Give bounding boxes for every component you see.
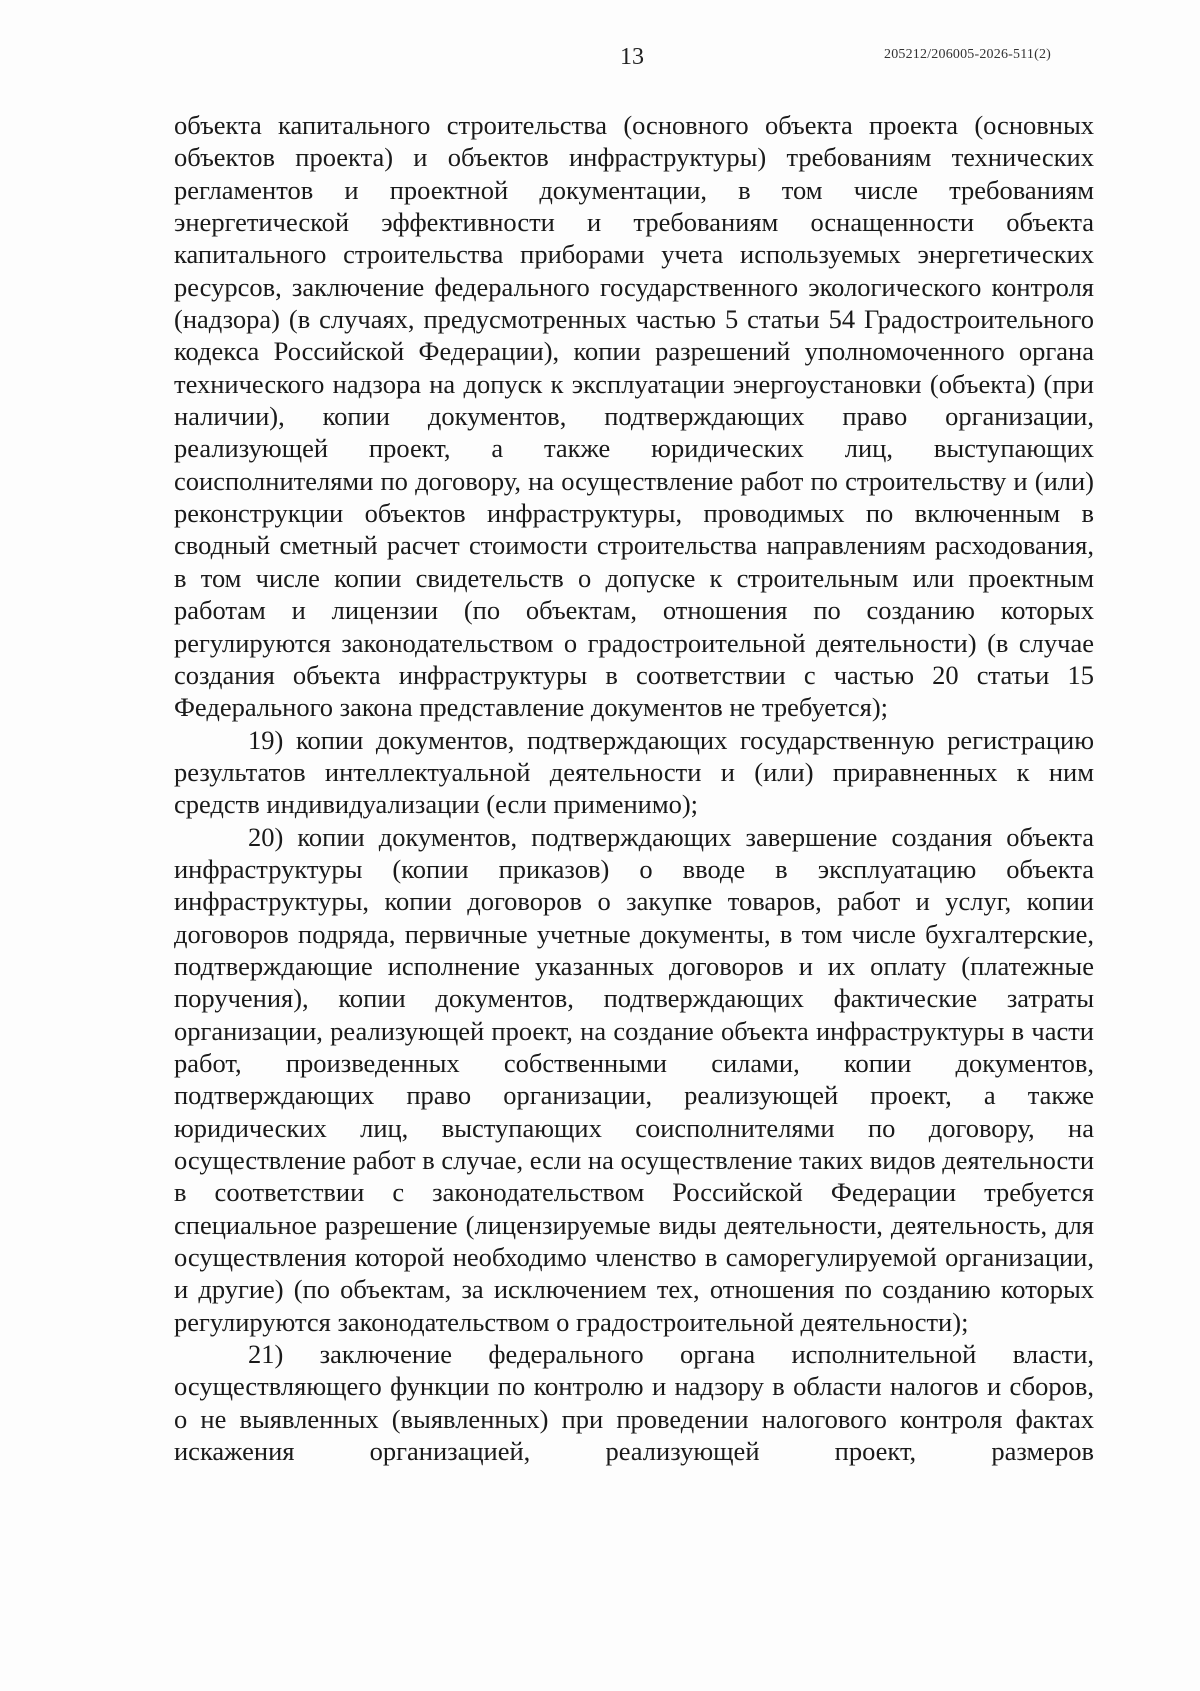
paragraph-item-21: 21) заключение федерального органа исполнительной власти, осуществляющего функции по контролю и надзору в области налогов и сборов, о не выявленных (выявленных) при проведении налогового контроля фактах искажения организацией, реализующей проект, размеров	[174, 1339, 1094, 1467]
paragraph-continuation: объекта капитального строительства (основного объекта проекта (основных объектов проекта) и объектов инфраструктуры) требованиям технических регламентов и проектной документации, в том числе требованиям энергетической эффективности и требованиям оснащенности объекта капитального строительства приборами учета используемых энергетических ресурсов, заключение федерального государственного экологического контроля (надзора) (в случаях, предусмотренных частью 5 статьи 54 Градостроительного кодекса Российской Федерации), копии разрешений уполномоченного органа технического надзора на допуск к эксплуатации энергоустановки (объекта) (при наличии), копии документов, подтверждающих право организации, реализующей проект, а также юридических лиц, выступающих соисполнителями по договору, на осуществление работ по строительству и (или) реконструкции объектов инфраструктуры, проводимых по включенным в сводный сметный расчет стоимости строительства направлениям расходования, в том числе копии свидетельств о допуске к строительным или проектным работам и лицензии (по объектам, отношения по созданию которых регулируются законодательством о градостроительной деятельности) (в случае создания объекта инфраструктуры в соответствии с частью 20 статьи 15 Федерального закона представление документов не требуется);	[174, 110, 1094, 723]
page-number: 13	[620, 44, 644, 70]
paragraph-item-20: 20) копии документов, подтверждающих завершение создания объекта инфраструктуры (копии приказов) о вводе в эксплуатацию объекта инфраструктуры, копии договоров о закупке товаров, работ и услуг, копии договоров подряда, первичные учетные документы, в том числе бухгалтерские, подтверждающие исполнение указанных договоров и их оплату (платежные поручения), копии документов, подтверждающих фактические затраты организации, реализующей проект, на создание объекта инфраструктуры в части работ, произведенных собственными силами, копии документов, подтверждающих право организации, реализующей проект, а также юридических лиц, выступающих соисполнителями по договору, на осуществление работ в случае, если на осуществление таких видов деятельности в соответствии с законодательством Российской Федерации требуется специальное разрешение (лицензируемые виды деятельности, деятельность, для осуществления которой необходимо членство в саморегулируемой организации, и другие) (по объектам, за исключением тех, отношения по созданию которых регулируются законодательством о градостроительной деятельности);	[174, 821, 1095, 1337]
paragraph-item-19: 19) копии документов, подтверждающих государственную регистрацию результатов интеллектуальной деятельности и (или) приравненных к ним средств индивидуализации (если применимо);	[174, 724, 1094, 820]
document-code: 205212/206005-2026-511(2)	[884, 47, 1052, 62]
document-body	[174, 109, 1094, 1467]
